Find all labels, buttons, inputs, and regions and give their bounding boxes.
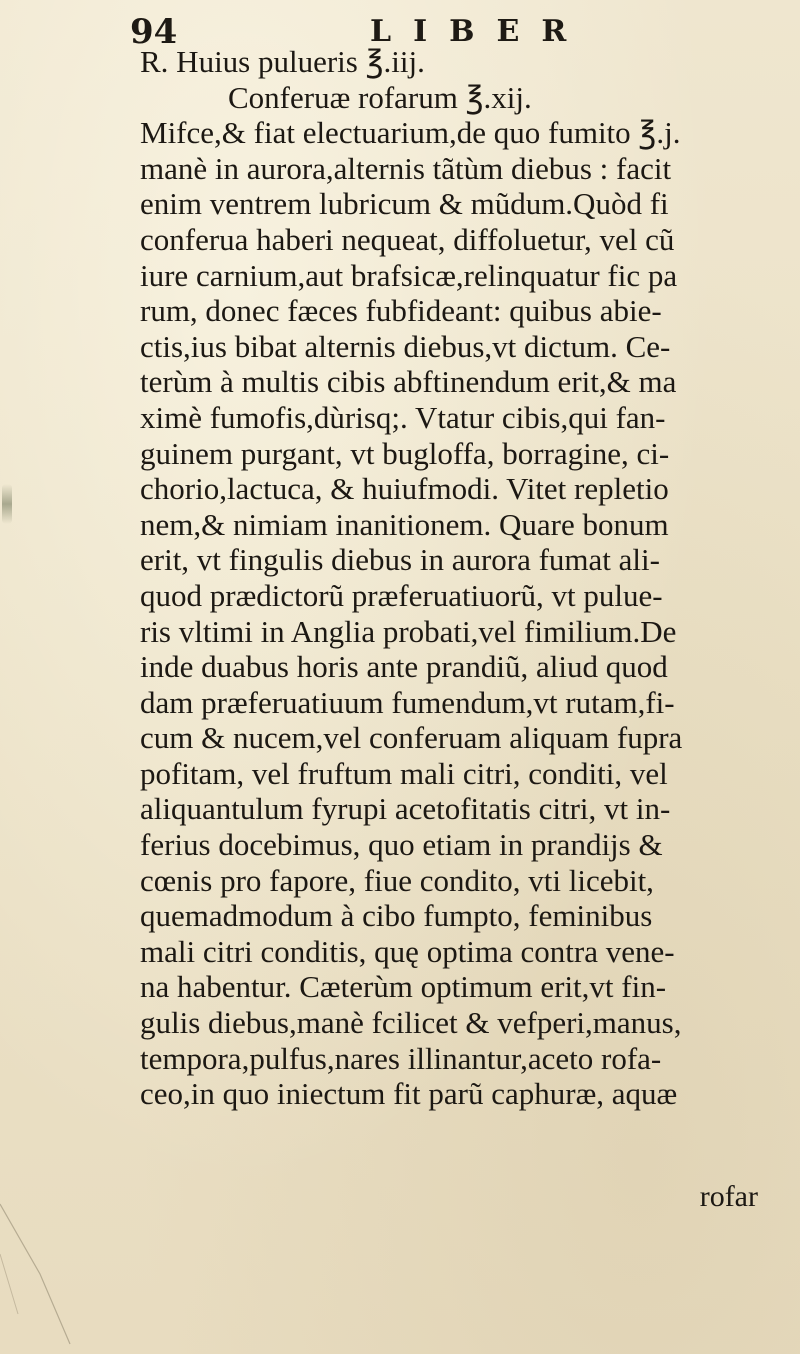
text-line: enim ventrem lubricum & mũdum.Quòd fi [140,186,669,222]
text-line: ris vltimi in Anglia probati,vel fimilium.De [140,613,677,649]
text-line: Mifce,& fiat electuarium,de quo fumito ℥.j. [140,115,681,151]
text-line: terùm à multis cibis abftinendum erit,& ma [140,364,677,400]
text-line: ceo,in quo iniectum fit parũ caphuræ, aquæ [140,1076,678,1112]
text-line: dam præferuatiuum fumendum,vt rutam,fi- [140,684,675,720]
text-line: quemadmodum à cibo fumpto, feminibus [140,898,653,934]
text-line: erit, vt fingulis diebus in aurora fumat ali- [140,542,660,578]
body-text [140,44,780,1112]
text-line: guinem purgant, vt bugloffa, borragine, ci- [140,435,670,471]
paper-crease [0,1194,120,1354]
catchword: rofar [699,1180,758,1213]
text-line: chorio,lactuca, & huiufmodi. Vitet repletio [140,471,669,507]
text-line: conferua haberi nequeat, diffoluetur, vel cũ [140,221,675,257]
text-line: tempora,pulfus,nares illinantur,aceto rofa- [140,1040,662,1076]
text-line-recipe: R. Huius pulueris ℥.iij. [140,44,425,79]
text-line: na habentur. Cæterùm optimum erit,vt fin- [140,969,667,1005]
text-line-recipe: Conferuæ rofarum ℥.xij. [228,79,532,115]
text-line: rum, donec fæces fubfideant: quibus abie- [140,293,662,329]
text-line: inde duabus horis ante prandiũ, aliud quod [140,649,668,685]
text-line: cum & nucem,vel conferuam aliquam fupra [140,720,683,756]
text-line: mali citri conditis, quę optima contra vene- [140,933,675,969]
text-line: quod prædictorũ præferuatiuorũ, vt pulue- [140,577,663,613]
running-head: LIBER [370,14,589,49]
text-line: gulis diebus,manè fcilicet & vefperi,manus, [140,1005,682,1041]
text-line: ctis,ius bibat alternis diebus,vt dictum. Ce- [140,328,671,364]
text-line: ferius docebimus, quo etiam in prandijs & [140,827,663,863]
text-line: manè in aurora,alternis tãtùm diebus : facit [140,150,672,186]
text-line: aliquantulum fyrupi acetofitatis citri, vt in- [140,791,671,827]
margin-stain [2,484,12,524]
text-line: cœnis pro fapore, fiue condito, vti licebit, [140,862,654,898]
page-number: 94 [130,12,178,52]
text-line: pofitam, vel fruftum mali citri, conditi, vel [140,755,668,791]
text-line: ximè fumofis,dùrisq;. Vtatur cibis,qui fan- [140,399,666,435]
text-line: nem,& nimiam inanitionem. Quare bonum [140,506,669,542]
text-line: iure carnium,aut brafsicæ,relinquatur fic pa [140,257,678,293]
